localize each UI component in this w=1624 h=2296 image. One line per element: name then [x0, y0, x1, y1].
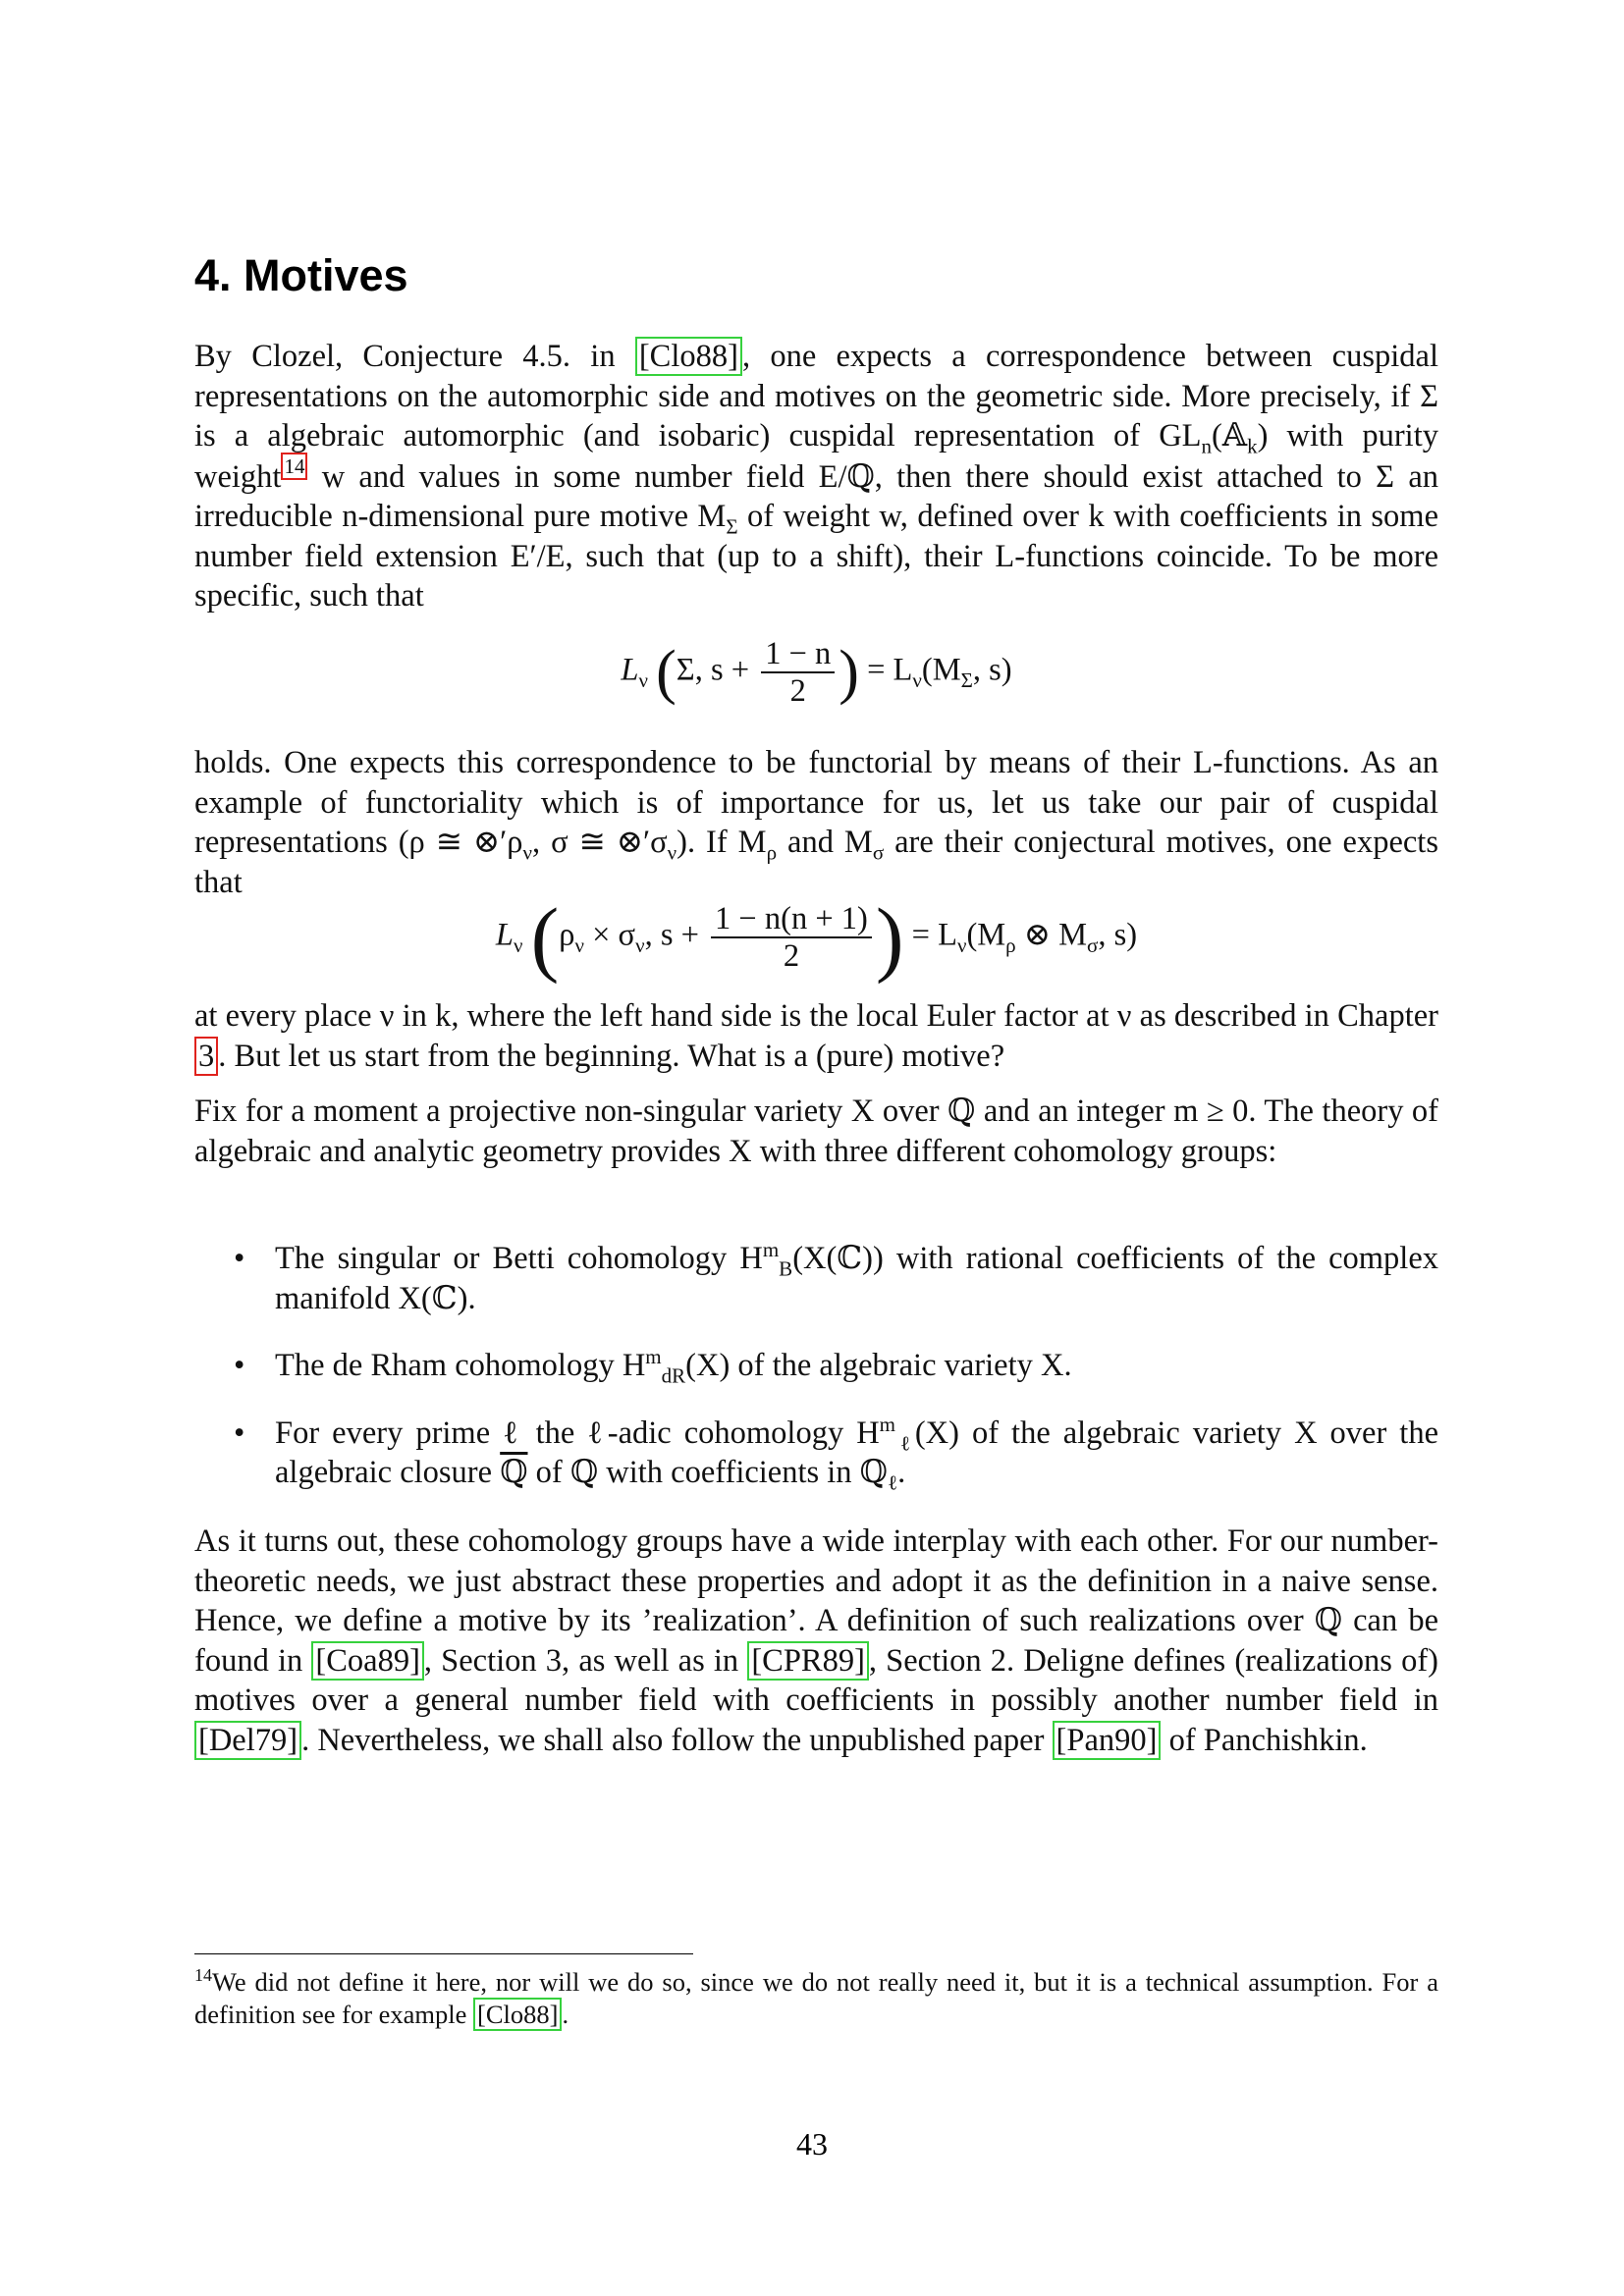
citation-clo88-footnote[interactable]: [Clo88] [473, 1998, 562, 2031]
list-item: • The de Rham cohomology $H^m_{dR}(X)$ of the algebraic variety X. [234, 1345, 1072, 1388]
paragraph-euler-factor: at every place ν in k, where the left hand side is the local Euler factor at ν as described in Chapter 3 . But let us start from the beginning. What is a (pure) motive? [194, 998, 1438, 1074]
cohomology-list [194, 1239, 1438, 1493]
citation-pan90[interactable]: [Pan90] [1053, 1721, 1162, 1760]
citation-coa89[interactable]: [Coa89] [311, 1641, 424, 1681]
citation-del79[interactable]: [Del79] [194, 1721, 301, 1760]
equation-2: $L_\nu$ ($\rho_\nu \times \sigma_\nu$, s + $\frac{1 - n(n + 1)}{2}$ ) = $L_\nu(M_\rho$ ⊗ $M_\sigma$, s) [495, 890, 1138, 985]
citation-clo88[interactable]: [Clo88] [635, 337, 742, 376]
list-item: • The singular or Betti cohomology $H^m_B(X(ℂ))$ with rational coefficients of the complex manifold X(ℂ). [234, 1238, 1438, 1316]
footnote: $^{14}$We did not define it here, nor will we do so, since we do not really need it, but it is a technical assumption. For a definition see for example [Clo88] . [194, 1965, 1438, 2029]
paragraph-intro: By Clozel, Conjecture 4.5. in [Clo88] , one expects a correspondence between cuspidal representations on the automorphic side and motives on the geometric side. More precisely, if Σ is a algebraic automorphic (and isobaric) cuspidal representation of $GL_n(𝔸_k)$ with purity weight $^{14}$ w and values in some number field E/ℚ, then there should exist attached to Σ an irreducible n-dimensional pure motive $M_\Sigma$ of weight w, defined over k with coefficients in some number field extension E′/E, such that (up to a shift), their L-functions coincide. To be more specific, such that [194, 339, 1439, 614]
chapter-link[interactable]: 3 [194, 1037, 218, 1076]
page-number: 43 [796, 2126, 828, 2162]
citation-cpr89[interactable]: [CPR89] [747, 1641, 869, 1681]
equation-1: $L_\nu$ (Σ, s + $\frac{1 - n}{2}$ ) = $L_\nu(M_\Sigma$, s) [621, 636, 1012, 709]
paragraph-functoriality: holds. One expects this correspondence to be functorial by means of their L-functions. As an example of functoriality which is of importance for us, let us take our pair of cuspidal representations (ρ ≅ $\otimes'\rho_\nu$, σ ≅ $\otimes'\sigma_\nu$). If $M_\rho$ and $M_\sigma$ are their conjectural motives, one expects that [194, 745, 1438, 900]
paragraph-cohomology-intro: Fix for a moment a projective non-singular variety X over ℚ and an integer m ≥ 0. The theory of algebraic and analytic geometry provides X with three different cohomology groups: [194, 1094, 1438, 1169]
footnote-rule [194, 1953, 693, 1954]
footnote-mark[interactable]: 14 [281, 453, 307, 480]
section-heading: 4. Motives [194, 250, 408, 300]
list-item: • For every prime ℓ the ℓ-adic cohomology $H^m_\ell(X)$ of the algebraic variety X over the algebraic closure ℚ of ℚ with coefficients in ℚ$_\ell$. [234, 1412, 1439, 1495]
paragraph-realizations: As it turns out, these cohomology groups have a wide interplay with each other. For our number-theoretic needs, we just abstract these properties and adopt it as the definition in a naive sense. Hence, we define a motive by its ’realization’. A definition of such realizations over ℚ can be found in [Coa89] , Section 3, as well as in [CPR89] , Section 2. Deligne defines (realizations of) motives over a general number field with coefficients in possibly another number field in [Del79] . Nevertheless, we shall also follow the unpublished paper [Pan90] of Panchishkin. [194, 1523, 1438, 1758]
